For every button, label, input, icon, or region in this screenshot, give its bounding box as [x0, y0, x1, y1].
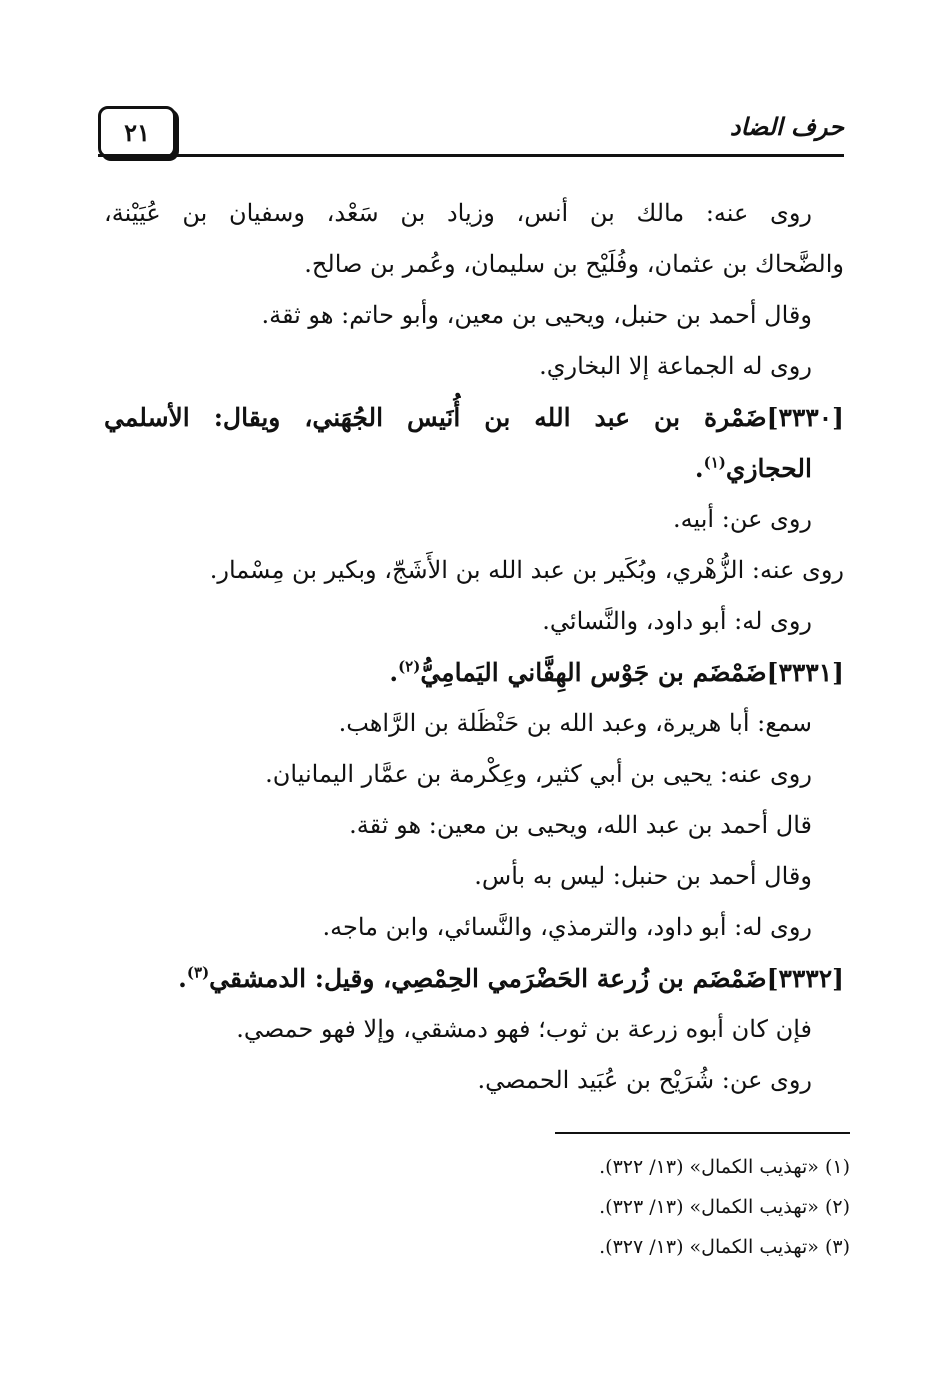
entry-3332-heading: [٣٣٣٢]ضَمْضَم بن زُرعة الحَضْرَمي الحِمْصِي، وقيل: الدمشقي$^{(٣)}$.: [178, 963, 844, 993]
page-number: ٢١: [124, 117, 150, 147]
entry-number: [٣٣٣٢]: [766, 964, 844, 993]
running-title: حرف الضاد: [729, 112, 844, 141]
page-header: [98, 100, 844, 158]
footnote-ref: (٢): [398, 657, 421, 676]
footnote: (٢) «تهذيب الكمال» (١٣/ ٣٢٣).: [599, 1196, 850, 1218]
entry-title: ضَمْضَم بن جَوْس الهِفَّاني اليَمامِيُّ: [420, 658, 767, 687]
text-line: والضَّحاك بن عثمان، وفُلَيْح بن سليمان، وعُمر بن صالح.: [304, 250, 844, 278]
header-rule: [98, 154, 844, 157]
text-line: وقال أحمد بن حنبل: ليس به بأس.: [474, 862, 812, 890]
footnotes: [400, 1147, 850, 1267]
entry-title: ضَمْرة بن عبد الله بن أُنَيس الجُهَني، ويقال: الأسلمي: [104, 403, 767, 432]
text-line: روى عن: أبيه.: [673, 505, 812, 533]
text-line: روى له: أبو داود، والترمذي، والنَّسائي، وابن ماجه.: [322, 913, 812, 941]
page-number-box: [98, 106, 176, 158]
text-line: سمع: أبا هريرة، وعبد الله بن حَنْظَلة بن الرَّاهب.: [338, 709, 812, 737]
footnote-ref: (١): [703, 453, 726, 472]
footnote-ref: (٣): [186, 963, 210, 982]
footnote: (١) «تهذيب الكمال» (١٣/ ٣٢٢).: [599, 1156, 850, 1178]
entry-number: [٣٣٣١]: [766, 658, 844, 687]
text-line: وقال أحمد بن حنبل، ويحيى بن معين، وأبو حاتم: هو ثقة.: [261, 301, 812, 329]
text-line: فإن كان أبوه زرعة بن ثوب؛ فهو دمشقي، وإلا فهو حمصي.: [236, 1015, 812, 1043]
entry-title: ضَمْضَم بن زُرعة الحَضْرَمي الحِمْصِي، وقيل: الدمشقي: [209, 964, 767, 993]
text-line: روى عن: شُرَيْح بن عُبَيد الحمصي.: [477, 1066, 812, 1094]
text-line: روى عنه: يحيى بن أبي كثير، وعِكْرمة بن عمَّار اليمانيان.: [265, 760, 812, 788]
text-line: قال أحمد بن عبد الله، ويحيى بن معين: هو ثقة.: [349, 811, 812, 839]
entry-number: [٣٣٣٠]: [766, 403, 844, 432]
entry-title-cont: الحجازي: [725, 454, 812, 483]
main-text: [104, 188, 844, 1106]
text-line: روى له الجماعة إلا البخاري.: [539, 352, 812, 380]
text-line: روى له: أبو داود، والنَّسائي.: [542, 607, 812, 635]
entry-3330-heading-cont: الحجازي$^{(١)}$.: [694, 453, 812, 483]
text-line: روى عنه: الزُّهْري، وبُكَير بن عبد الله بن الأَشَجّ، وبكير بن مِسْمار.: [209, 556, 844, 584]
entry-3331-heading: [٣٣٣١]ضَمْضَم بن جَوْس الهِفَّاني اليَمامِيُّ$^{(٢)}$.: [389, 657, 844, 687]
footnote: (٣) «تهذيب الكمال» (١٣/ ٣٢٧).: [599, 1236, 850, 1258]
entry-3330-heading: [104, 392, 844, 443]
text-line: روى عنه: مالك بن أنس، وزياد بن سَعْد، وسفيان بن عُيَيْنة،: [104, 199, 812, 227]
footnote-separator: [555, 1132, 850, 1134]
